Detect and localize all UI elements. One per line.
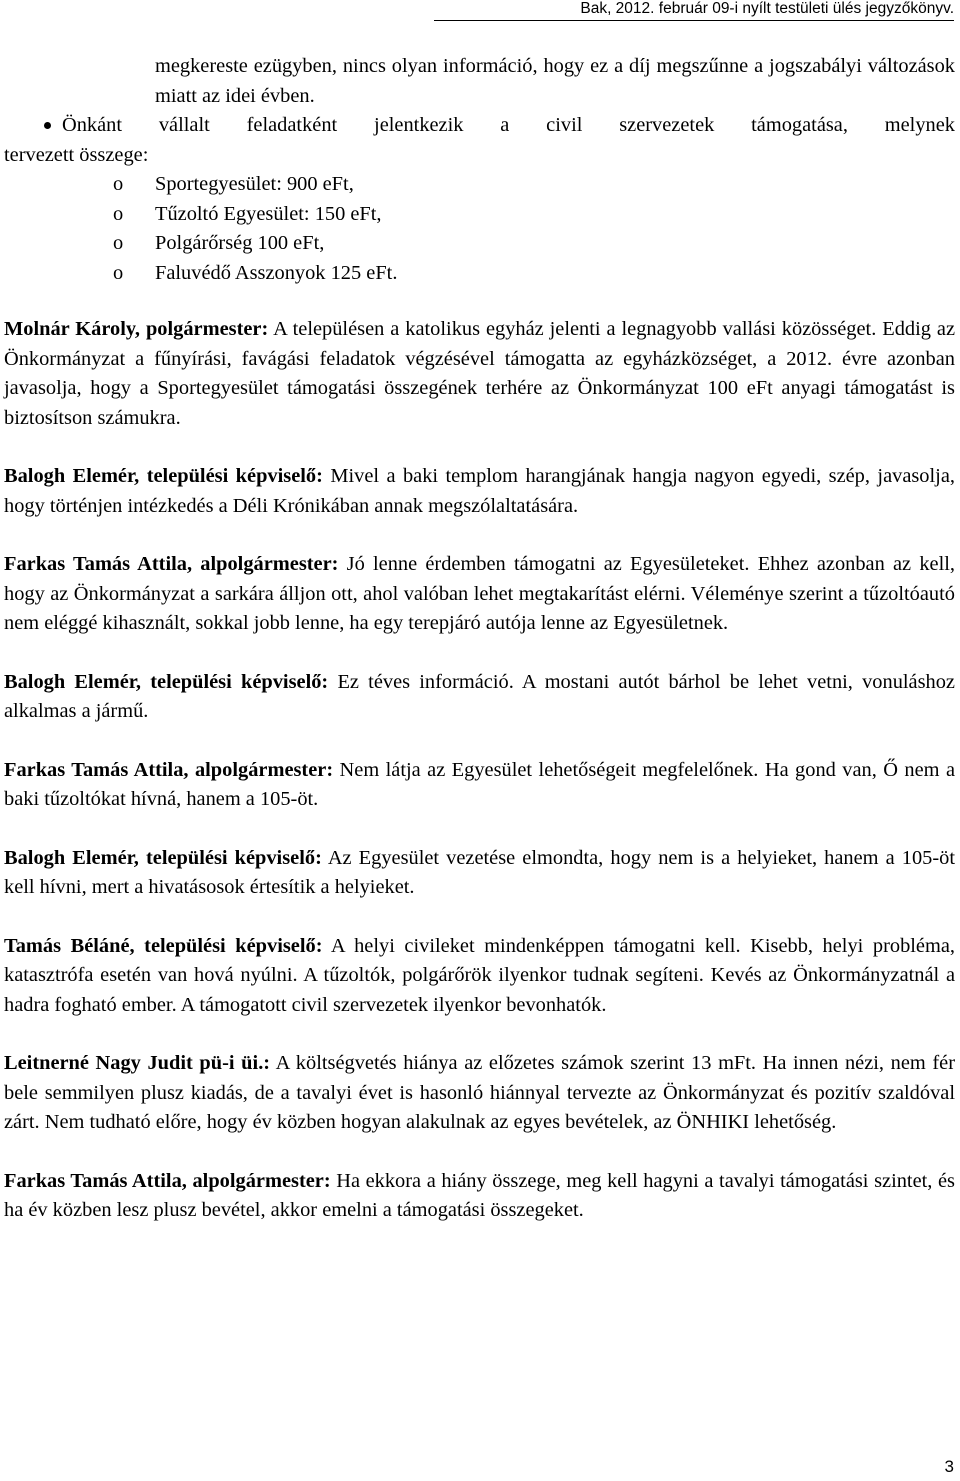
speaker-name: Farkas Tamás Attila, alpolgármester:	[4, 758, 334, 781]
page-number: 3	[944, 1457, 954, 1476]
speaker-name: Farkas Tamás Attila, alpolgármester:	[4, 1169, 331, 1192]
paragraph	[4, 550, 955, 639]
paragraph-text: A településen a katolikus egyház jelenti a legnagyobb vallási közösséget. Eddig az Önkormányzat a fűnyírási, favágási feladatok végzésével támogatta az egyházközséget, a 2012. évre azonban javasolja, hogy a Sportegyesület támogatási összegének terhére az Önkormányzat 100 eFt anyagi támogatást is biztosítson számukra.	[4, 318, 955, 429]
paragraph-text: Ez téves információ. A mostani autót bárhol be lehet vetni, vonuláshoz alkalmas a jármű.	[4, 670, 955, 722]
list-item-text: Sportegyesület: 900 eFt,	[155, 173, 354, 195]
bullet-icon	[44, 122, 51, 129]
document-header	[434, 0, 954, 21]
list-item	[4, 229, 955, 259]
speaker-name: Farkas Tamás Attila, alpolgármester:	[4, 553, 339, 575]
bullet-item	[4, 111, 955, 141]
paragraph	[4, 668, 955, 727]
speaker-name: Balogh Elemér, települési képviselő:	[4, 846, 322, 869]
paragraph-text: Ha ekkora a hiány összege, meg kell hagyni a tavalyi támogatási szintet, és ha év közben lesz plusz bevétel, akkor emelni a támogatási összegeket.	[4, 1169, 955, 1221]
support-list	[4, 170, 955, 288]
paragraph	[4, 932, 955, 1021]
circle-bullet-icon: o	[113, 232, 124, 254]
paragraph-text: Az Egyesület vezetése elmondta, hogy nem is a helyieket, hanem a 105-öt kell hívni, mert a hivatásosok értesítik a helyieket.	[4, 846, 955, 898]
list-item	[4, 200, 955, 230]
paragraph	[4, 1167, 955, 1226]
paragraph-text: Jó lenne érdemben támogatni az Egyesületeket. Ehhez azonban az kell, hogy az Önkormányzat a sarkára álljon ott, ahol valóban lehet megtakarítást elérni. Véleménye szerint a tűzoltóautó nem eléggé kihasznált, sokkal jobb lenne, ha egy terepjáró autója lenne az Egyesületnek.	[4, 553, 955, 634]
paragraph	[4, 844, 955, 903]
list-item	[4, 259, 955, 289]
header-title: Bak, 2012. február 09-i nyílt testületi ülés jegyzőkönyv.	[580, 0, 954, 17]
list-item-text: Faluvédő Asszonyok 125 eFt.	[155, 261, 398, 284]
list-item-text: Tűzoltó Egyesület: 150 eFt,	[155, 202, 382, 225]
paragraph-text: Nem látja az Egyesület lehetőségeit megfelelőnek. Ha gond van, Ő nem a baki tűzoltókat hívná, hanem a 105-öt.	[4, 758, 955, 810]
list-item-text: Polgárőrség 100 eFt,	[155, 232, 325, 254]
intro-continuation: megkereste ezügyben, nincs olyan információ, hogy ez a díj megszűnne a jogszabályi változások miatt az idei évben.	[155, 55, 955, 107]
bullet-line-1: Önkánt vállalt feladatként jelentkezik a civil szervezetek támogatása, melynek	[62, 114, 955, 136]
speaker-name: Leitnerné Nagy Judit pü-i üi.:	[4, 1052, 271, 1074]
document-body	[4, 52, 955, 1226]
bullet-line-2: tervezett összege:	[4, 143, 149, 166]
speaker-name: Molnár Károly, polgármester:	[4, 318, 269, 340]
speaker-name: Balogh Elemér, települési képviselő:	[4, 670, 329, 693]
speaker-name: Balogh Elemér, települési képviselő:	[4, 465, 323, 487]
circle-bullet-icon: o	[113, 173, 124, 195]
paragraph-text: Mivel a baki templom harangjának hangja nagyon egyedi, szép, javasolja, hogy történjen intézkedés a Déli Krónikában annak megszólaltatására.	[4, 465, 955, 517]
paragraph	[4, 1049, 955, 1138]
paragraph	[4, 315, 955, 433]
speaker-name: Tamás Béláné, települési képviselő:	[4, 934, 323, 957]
paragraph	[4, 756, 955, 815]
list-item	[4, 170, 955, 200]
paragraph-text: A költségvetés hiánya az előzetes számok szerint 13 mFt. Ha innen nézi, nem fér bele semmilyen plusz kiadás, de a tavalyi évet is hasonló hiánnyal tervezte az Önkormányzat és pozitív szaldóval zárt. Nem tudható előre, hogy év közben hogyan alakulnak az egyes bevételek, az ÖNHIKI lehetőség.	[4, 1052, 955, 1133]
circle-bullet-icon: o	[113, 202, 124, 225]
circle-bullet-icon: o	[113, 261, 124, 284]
paragraph	[4, 462, 955, 521]
paragraph-text: A helyi civileket mindenképpen támogatni kell. Kisebb, helyi probléma, katasztrófa esetén van hová nyúlni. A tűzoltók, polgárőrök ilyenkor tudnak segíteni. Kevés az Önkormányzatnál a hadra fogható ember. A támogatott civil szervezetek ilyenkor bevonhatók.	[4, 934, 955, 1016]
